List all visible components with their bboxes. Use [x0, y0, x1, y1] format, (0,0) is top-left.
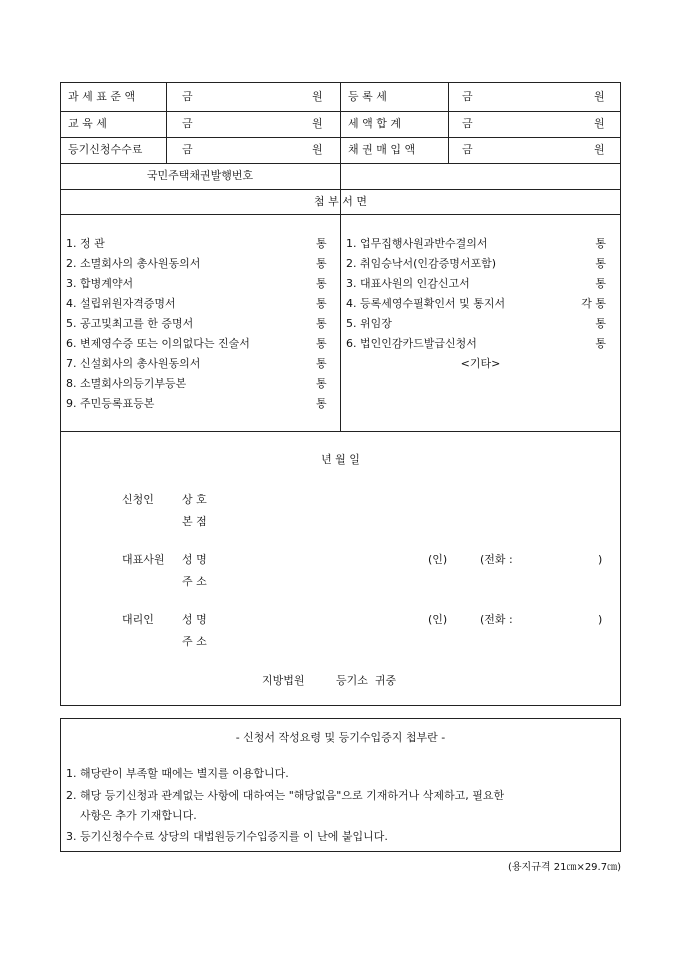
- list-item-unit: 통: [316, 277, 327, 290]
- representative-address-label: 주 소: [182, 575, 207, 588]
- agent-address-label: 주 소: [182, 635, 207, 648]
- list-item-unit: 통: [316, 337, 327, 350]
- amount-unit: 원: [594, 117, 605, 130]
- agent-phone-close: ): [598, 613, 603, 626]
- fee-col-divider: [448, 82, 449, 163]
- list-item: 3. 합병계약서: [66, 277, 134, 290]
- amount-unit: 원: [312, 143, 323, 156]
- representative-label: 대표사원: [122, 553, 165, 566]
- list-item: 9. 주민등록표등본: [66, 397, 155, 410]
- amount-prefix: 금: [182, 143, 193, 156]
- list-item: 1. 정 관: [66, 237, 105, 250]
- list-item: 3. 대표사원의 인감신고서: [346, 277, 470, 290]
- filing-fee-label: 등기신청수수료: [68, 143, 143, 156]
- agent-name-label: 성 명: [182, 613, 207, 626]
- amount-prefix: 금: [182, 90, 193, 103]
- tax-base-label: 과 세 표 준 액: [68, 90, 136, 103]
- list-item: 6. 법인인감카드발급신청서: [346, 337, 477, 350]
- list-item: 2. 소멸회사의 총사원동의서: [66, 257, 201, 270]
- bond-issue-number-label: 국민주택채권발행번호: [146, 169, 254, 182]
- list-item: 5. 공고및최고를 한 증명서: [66, 317, 194, 330]
- list-item-unit: 통: [316, 257, 327, 270]
- attachments-col-divider: [340, 214, 341, 431]
- agent-seal-label: (인): [428, 613, 448, 626]
- list-item: 4. 등록세영수필확인서 및 통지서: [346, 297, 506, 310]
- court-addressee: 지방법원 등기소 귀중: [262, 674, 397, 687]
- registration-tax-label: 등 록 세: [348, 90, 387, 103]
- tax-total-label: 세 액 합 계: [348, 117, 401, 130]
- list-item-unit: 통: [316, 377, 327, 390]
- bond-purchase-label: 채 권 매 입 액: [348, 143, 416, 156]
- date-line: 년 월 일: [321, 453, 360, 466]
- list-item: 7. 신설회사의 총사원동의서: [66, 357, 201, 370]
- paper-size-note: (용지규격 21㎝×29.7㎝): [508, 862, 621, 873]
- amount-prefix: 금: [182, 117, 193, 130]
- amount-unit: 원: [594, 90, 605, 103]
- note-item: 3. 등기신청수수료 상당의 대법원등기수입증지를 이 난에 붙입니다.: [66, 830, 388, 843]
- notes-title: - 신청서 작성요령 및 등기수입증지 첩부란 -: [235, 731, 446, 744]
- list-item-unit: 통: [316, 237, 327, 250]
- note-item: 2. 해당 등기신청과 관계없는 사항에 대하여는 "해당없음"으로 기재하거나 삭제하고, 필요한: [66, 789, 505, 802]
- head-office-label: 본 점: [182, 515, 207, 528]
- list-item: 2. 취임승낙서(인감증명서포함): [346, 257, 497, 270]
- representative-phone-close: ): [598, 553, 603, 566]
- agent-label: 대리인: [122, 613, 154, 626]
- representative-phone-label: (전화 :: [480, 553, 513, 566]
- list-item-unit: 통: [595, 317, 606, 330]
- education-tax-label: 교 육 세: [68, 117, 107, 130]
- list-item-unit: 통: [595, 237, 606, 250]
- list-item-unit: 통: [316, 397, 327, 410]
- attachments-title: 첨 부 서 면: [314, 195, 367, 208]
- list-item-unit: 통: [316, 357, 327, 370]
- note-item-continued: 사항은 추가 기재합니다.: [80, 809, 197, 822]
- list-item: 5. 위임장: [346, 317, 392, 330]
- other-attachments-label: <기타>: [460, 357, 501, 370]
- representative-seal-label: (인): [428, 553, 448, 566]
- agent-phone-label: (전화 :: [480, 613, 513, 626]
- list-item-unit: 통: [595, 337, 606, 350]
- representative-name-label: 성 명: [182, 553, 207, 566]
- list-item-unit: 각 통: [581, 297, 606, 310]
- amount-prefix: 금: [462, 143, 473, 156]
- note-item: 1. 해당란이 부족할 때에는 별지를 이용합니다.: [66, 767, 289, 780]
- amount-prefix: 금: [462, 117, 473, 130]
- company-name-label: 상 호: [182, 493, 207, 506]
- applicant-label: 신청인: [122, 493, 154, 506]
- list-item-unit: 통: [595, 257, 606, 270]
- amount-unit: 원: [312, 90, 323, 103]
- list-item: 4. 설립위원자격증명서: [66, 297, 176, 310]
- amount-unit: 원: [312, 117, 323, 130]
- list-item: 8. 소멸회사의등기부등본: [66, 377, 187, 390]
- list-item: 6. 변제영수증 또는 이의없다는 진술서: [66, 337, 250, 350]
- list-item-unit: 통: [316, 317, 327, 330]
- amount-unit: 원: [594, 143, 605, 156]
- fee-col-divider: [166, 82, 167, 163]
- list-item-unit: 통: [595, 277, 606, 290]
- list-item-unit: 통: [316, 297, 327, 310]
- amount-prefix: 금: [462, 90, 473, 103]
- attachments-bottom-divider: [60, 431, 621, 432]
- list-item: 1. 업무집행사원과반수결의서: [346, 237, 488, 250]
